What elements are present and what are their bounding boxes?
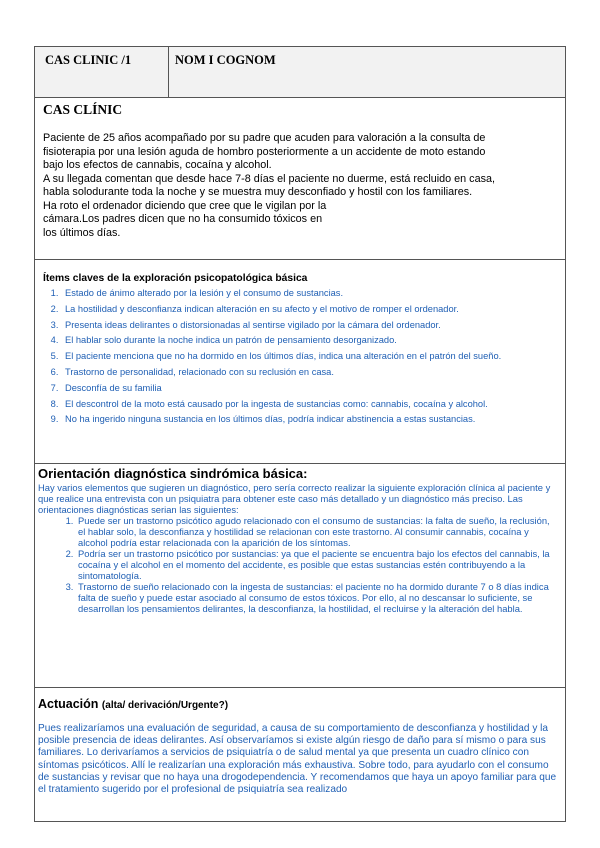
items-claves-section: [34, 260, 566, 464]
list-item: 1. Puede ser un trastorno psicótico agudo relacionado con el consumo de sustancias: la falta de sueño, la reclusión, el hablar solo, la desconfianza y hostilidad se relacionan con este trastorno. Al consumir cannabis, cocaína y alcohol podría estar relacionada con la aparición de los síntomas.: [76, 515, 559, 548]
cas-clinic-text: Paciente de 25 años acompañado por su padre que acuden para valoración a la consulta de fisioterapia por una lesión aguda de hombro posteriormente a un accidente de moto estando bajo los efectos de cannabis, cocaína y alcohol. A su llegada comentan que desde hace 7-8 días el paciente no duerme, está recluido en casa, habla solodurante toda la noche y se muestra muy desconfiado y hostil con los familiares. Ha roto el ordenador diciendo que cree que le vigilan por la cámara.Los padres dicen que no ha consumido tóxicos en los últimos días.: [43, 132, 495, 239]
list-item: 6. Trastorno de personalidad, relacionado con su reclusión en casa.: [61, 365, 559, 381]
actuacion-section: [34, 688, 566, 822]
list-item: 8. El descontrol de la moto está causado por la ingesta de sustancias como: cannabis, cocaína y alcohol.: [61, 397, 559, 413]
actuacion-subtitle: (alta/ derivación/Urgente?): [101, 700, 229, 711]
items-claves-list: [43, 286, 559, 428]
orientacion-list: [38, 515, 559, 614]
document-page: [34, 46, 566, 822]
list-item: 2. Podría ser un trastorno psicótico por sustancias: ya que el paciente se encuentra bajo los efectos del cannabis, la cocaína y el alcohol en el momento del accidente, es posible que estas sustancias estén contribuyendo a la sintomatología.: [76, 548, 559, 581]
cas-clinic-title: CAS CLÍNIC: [43, 102, 123, 117]
orientacion-intro: Hay varios elementos que sugieren un diagnóstico, pero sería correcto realizar la siguiente exploración clínica al paciente y que realice una entrevista con un psiquiatra para obtener este caso más detallado y un diagnóstico más preciso. Las orientaciones diagnósticas serian las siguientes:: [38, 482, 551, 515]
actuacion-heading: [38, 697, 559, 711]
actuacion-title: Actuación: [38, 697, 99, 711]
list-item: 7. Desconfía de su familia: [61, 381, 559, 397]
header-table: [34, 46, 566, 98]
orientacion-section: [34, 464, 566, 688]
nom-cognom-field: NOM I COGNOM: [175, 53, 276, 67]
list-item: 5. El paciente menciona que no ha dormido en los últimos días, indica una alteración en el patrón del sueño.: [61, 349, 559, 365]
list-item: 3. Trastorno de sueño relacionado con la ingesta de sustancias: el paciente no ha dormido durante 7 o 8 días indica falta de sueño y puede estar asociado al consumo de estos tóxicos. Por ello, al no descansar lo suficiente, se desarrollan los pensamientos delirantes, la desconfianza, la hostilidad, el recluirse y la alteración del habla.: [76, 581, 559, 614]
items-claves-title: Ítems claves de la exploración psicopatológica básica: [43, 273, 308, 284]
list-item: 3. Presenta ideas delirantes o distorsionadas al sentirse vigilado por la cámara del ordenador.: [61, 318, 559, 334]
cas-clinic-section: [34, 98, 566, 260]
cas-clinic-number: CAS CLINIC /1: [35, 47, 169, 97]
list-item: 1. Estado de ánimo alterado por la lesión y el consumo de sustancias.: [61, 286, 559, 302]
actuacion-text: Pues realizaríamos una evaluación de seguridad, a causa de su comportamiento de desconfianza y hostilidad y la posible presencia de ideas delirantes. Así observaríamos si existe algún riesgo de daño para sí mismo o para sus familiares. Lo derivaríamos a servicios de psiquiatría o de salud mental ya que presenta un cuadro clínico con síntomas psicóticos. Allí le realizarían una exploración más exhaustiva. Sobre todo, para ayudarlo con el consumo de sustancias y revisar que no haya una drogodependencia. Y recomendamos que haya un apoyo familiar para que el tratamiento sugerido por el profesional de psiquiatría sea realizado: [38, 723, 557, 796]
orientacion-title: Orientación diagnóstica sindrómica básica:: [38, 466, 308, 481]
list-item: 4. El hablar solo durante la noche indica un patrón de pensamiento desorganizado.: [61, 333, 559, 349]
list-item: 9. No ha ingerido ninguna sustancia en los últimos días, podría indicar abstinencia a estas sustancias.: [61, 412, 559, 428]
list-item: 2. La hostilidad y desconfianza indican alteración en su afecto y el motivo de romper el ordenador.: [61, 302, 559, 318]
